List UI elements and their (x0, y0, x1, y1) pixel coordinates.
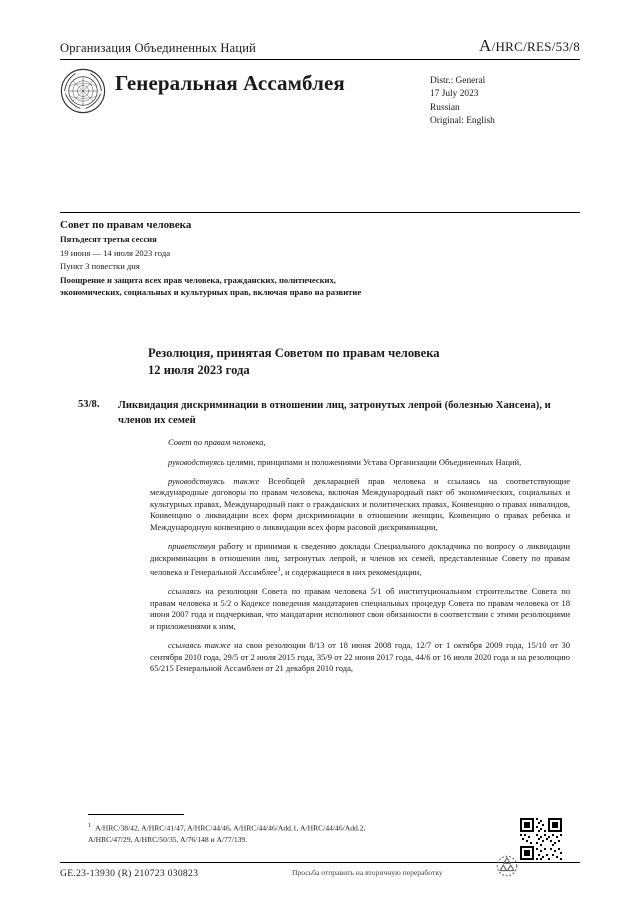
paragraph-lead: руководствуясь также (168, 475, 260, 486)
council-name: Совет по правам человека (60, 219, 192, 231)
masthead (60, 36, 580, 129)
footnote-reference: 1 (277, 566, 281, 574)
paragraph-lead: руководствуясь (168, 456, 225, 467)
preamble-paragraph (150, 457, 570, 469)
paragraph-text: работу и принимая к сведению доклады Специального докладчика по вопросу о ликвидации дискриминации в отношении лиц, затронутых лепрой, и членов их семей, представленные Совету по правам человека и Генеральной Ассамблее (150, 541, 570, 578)
title-row (60, 67, 580, 129)
document-code: GE.23-13930 (R) 210723 030823 (60, 868, 199, 879)
resolution-heading-line2: 12 июля 2023 года (148, 363, 250, 377)
distribution-date: 17 July 2023 (430, 89, 479, 100)
document-symbol-rest: /HRC/RES/53/8 (491, 39, 580, 54)
recycle-icon (496, 855, 518, 877)
document-symbol (479, 36, 580, 56)
council-session: Пятьдесят третья сессия (60, 234, 157, 245)
organization-name: Организация Объединенных Наций (60, 41, 257, 55)
paragraph-lead: ссылаясь (168, 586, 201, 597)
resolution-title: Ликвидация дискриминации в отношении лиц, затронутых лепрой (болезнью Хансена), и членов их семей (118, 400, 551, 426)
paragraph-lead: приветствуя (168, 541, 216, 552)
preamble-paragraph (150, 476, 570, 534)
recycle-note: Просьба отправить на вторичную переработку (292, 868, 443, 877)
un-emblem-icon (60, 68, 106, 114)
paragraph-text-tail: , и содержащиеся в них рекомендации, (280, 567, 422, 578)
agenda-item: Пункт 3 повестки дня (60, 261, 140, 272)
footnote-line-2: A/HRC/47/29, A/HRC/50/35, A/76/148 и A/77/139. (88, 834, 248, 844)
paragraph-text: целями, принципами и положениями Устава Организации Объединенных Наций, (224, 456, 522, 467)
resolution-heading (148, 345, 578, 379)
footnote (88, 820, 488, 845)
footnote-line-1: A/HRC/38/42, A/HRC/41/47, A/HRC/44/46, A/HRC/44/46/Add.1, A/HRC/44/46/Add.2, (95, 823, 366, 833)
paragraph-text: на резолюции Совета по правам человека 5/1 об институциональном строительстве Совета по правам человека и 5/2 о Кодексе поведения мандатариев специальных процедур Совета по правам человека от 18 июня 2007 года и подчеркивая, что мандатарии исполняют свои обязанности в соответствии с этими резолюциями и приложениями к ним, (150, 586, 570, 632)
council-dates: 19 июня — 14 июля 2023 года (60, 247, 171, 258)
footnote-marker: 1 (88, 822, 92, 829)
paragraph-lead: ссылаясь также (168, 640, 231, 651)
resolution-heading-line1: Резолюция, принятая Советом по правам человека (148, 346, 440, 360)
paragraph-lead: Совет по правам человека, (168, 437, 266, 447)
qr-code-icon (520, 818, 562, 860)
header-rule-bottom (60, 212, 580, 213)
preamble-paragraph (150, 640, 570, 675)
preamble-paragraph (150, 586, 570, 632)
resolution-number: 53/8. (78, 399, 100, 410)
footnote-separator (88, 814, 184, 815)
distribution-original: Original: English (430, 116, 495, 127)
distribution-language: Russian (430, 102, 460, 113)
header-rule (60, 59, 580, 60)
preamble-paragraph (150, 437, 570, 449)
resolution-preamble (150, 437, 570, 682)
council-block (60, 219, 390, 298)
distribution-line: Distr.: General (430, 76, 486, 86)
preamble-paragraph (150, 541, 570, 579)
distribution-block (424, 75, 580, 129)
body-title: Генеральная Ассамблея (115, 71, 345, 95)
document-symbol-prefix: A (479, 36, 492, 55)
paragraph-text: на свои резолюции 8/13 от 18 июня 2008 года, 12/7 от 1 октября 2009 года, 15/10 от 30 сентября 2010 года, 29/5 от 2 июля 2015 года, 35/9 от 22 июня 2017 года, 44/6 от 16 июля 2020 года и на резолюцию 65/215 Генеральной Ассамблеи от 21 декабря 2010 года, (150, 640, 570, 674)
agenda-item-title: Поощрение и защита всех прав человека, гражданских, политических, экономических, социальных и культурных прав, включая право на развитие (60, 274, 362, 297)
organization-row (60, 36, 580, 59)
paragraph-text: Всеобщей декларацией прав человека и ссылаясь на соответствующие международные договоры по правам человека, включая Международный пакт об экономических, социальных и культурных правах, Международный пакт о гражданских и политических правах, Конвенцию о правах инвалидов, Конвенцию о ликвидации всех форм дискриминации в отношении женщин, Конвенцию о правах ребенка и Международную конвенцию о ликвидации всех форм расовой дискриминации, (150, 475, 571, 533)
